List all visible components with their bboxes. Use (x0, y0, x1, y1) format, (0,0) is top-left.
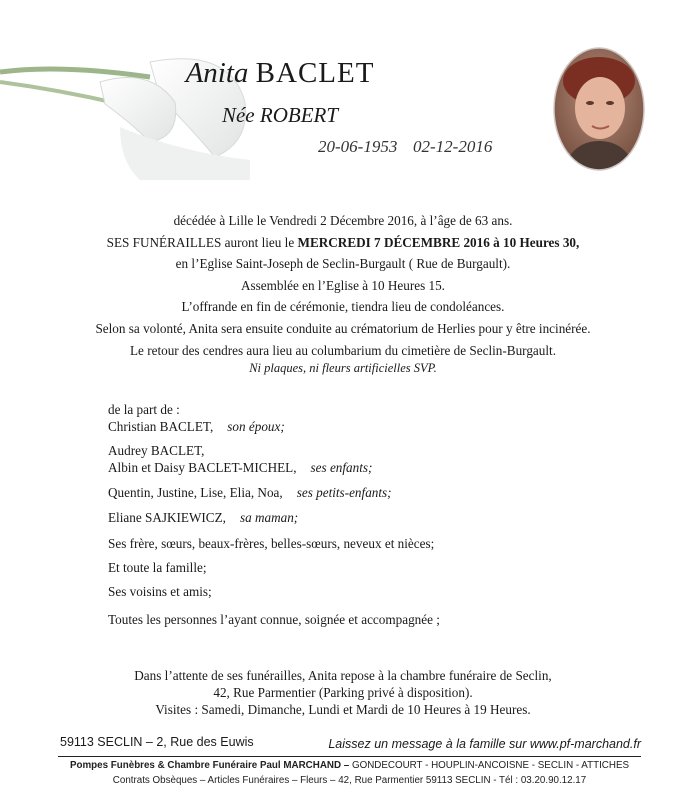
announcement-line: L’offrande en fin de cérémonie, tiendra lieu de condoléances. (181, 299, 505, 315)
announcement (0, 210, 686, 375)
resting-line: 42, Rue Parmentier (Parking privé à disposition). (213, 685, 473, 700)
announcement-line: Le retour des cendres aura lieu au columbarium du cimetière de Seclin-Burgault. (130, 342, 556, 358)
no-flowers-note: Ni plaques, ni fleurs artificielles SVP. (249, 361, 437, 376)
maiden-name: Née ROBERT (221, 103, 339, 127)
deceased-name (0, 57, 623, 90)
family-relation: sa maman; (239, 510, 299, 525)
family-intro: de la part de : (108, 402, 180, 417)
funeral-line (0, 232, 686, 254)
family-grandchildren (108, 485, 392, 501)
family-relation: ses enfants; (310, 460, 373, 475)
family-member-name: Albin et Daisy BACLET-MICHEL, (108, 460, 297, 475)
announcement-line: Assemblée en l’Eglise à 10 Heures 15. (241, 277, 445, 293)
company-contracts: Contrats Obsèques – Articles Funéraires – Fleurs – 42, Rue Parmentier 59113 SECLIN - Tél : 03.20.90.12.17 (112, 775, 587, 786)
family-relation: ses petits-enfants; (296, 485, 392, 500)
footer-message: Laissez un message à la famille sur www.pf-marchand.fr (328, 737, 641, 751)
company-line (58, 760, 641, 771)
family-child: Audrey BACLET, (108, 443, 205, 458)
family-relation: son époux; (227, 419, 285, 434)
visiting-hours: Visites : Samedi, Dimanche, Lundi et Mardi de 10 Heures à 19 Heures. (155, 702, 531, 717)
family-mother (108, 510, 298, 526)
announcement-line: en l’Eglise Saint-Joseph de Seclin-Burgault ( Rue de Burgault). (175, 256, 511, 272)
first-name: Anita (185, 57, 249, 89)
family-husband (108, 419, 285, 435)
portrait-photo (552, 46, 646, 172)
family-everyone: Toutes les personnes l’ayant connue, soignée et accompagnée ; (108, 612, 440, 627)
family-all: Et toute la famille; (108, 560, 207, 575)
announcement-line: Selon sa volonté, Anita sera ensuite conduite au crématorium de Herlies pour y être incinérée. (95, 320, 591, 336)
last-name: BACLET (255, 57, 375, 89)
death-date: 02-12-2016 (413, 137, 493, 156)
resting-line: Dans l’attente de ses funérailles, Anita repose à la chambre funéraire de Seclin, (134, 668, 552, 683)
company-name: Pompes Funèbres & Chambre Funéraire Paul MARCHAND – (69, 760, 350, 771)
family-member-name: Christian BACLET, (108, 419, 214, 434)
birth-date: 20-06-1953 (318, 137, 398, 156)
family-member-name: Quentin, Justine, Lise, Elia, Noa, (108, 485, 283, 500)
footer-address: 59113 SECLIN – 2, Rue des Euwis (60, 735, 254, 749)
family-member-name: Eliane SAJKIEWICZ, (108, 510, 226, 525)
funeral-prefix: SES FUNÉRAILLES auront lieu le (106, 234, 298, 250)
funeral-date: MERCREDI 7 DÉCEMBRE 2016 à 10 Heures 30, (297, 234, 580, 250)
family-children (108, 460, 372, 476)
family-neighbours: Ses voisins et amis; (108, 584, 212, 599)
family-siblings: Ses frère, sœurs, beaux-frères, belles-sœurs, neveux et nièces; (108, 536, 435, 551)
footer-divider (58, 756, 641, 757)
resting-info (0, 667, 686, 718)
company-locations: GONDECOURT - HOUPLIN-ANCOISNE - SECLIN - ATTICHES (349, 760, 630, 771)
announcement-line: décédée à Lille le Vendredi 2 Décembre 2016, à l’âge de 63 ans. (173, 213, 513, 228)
